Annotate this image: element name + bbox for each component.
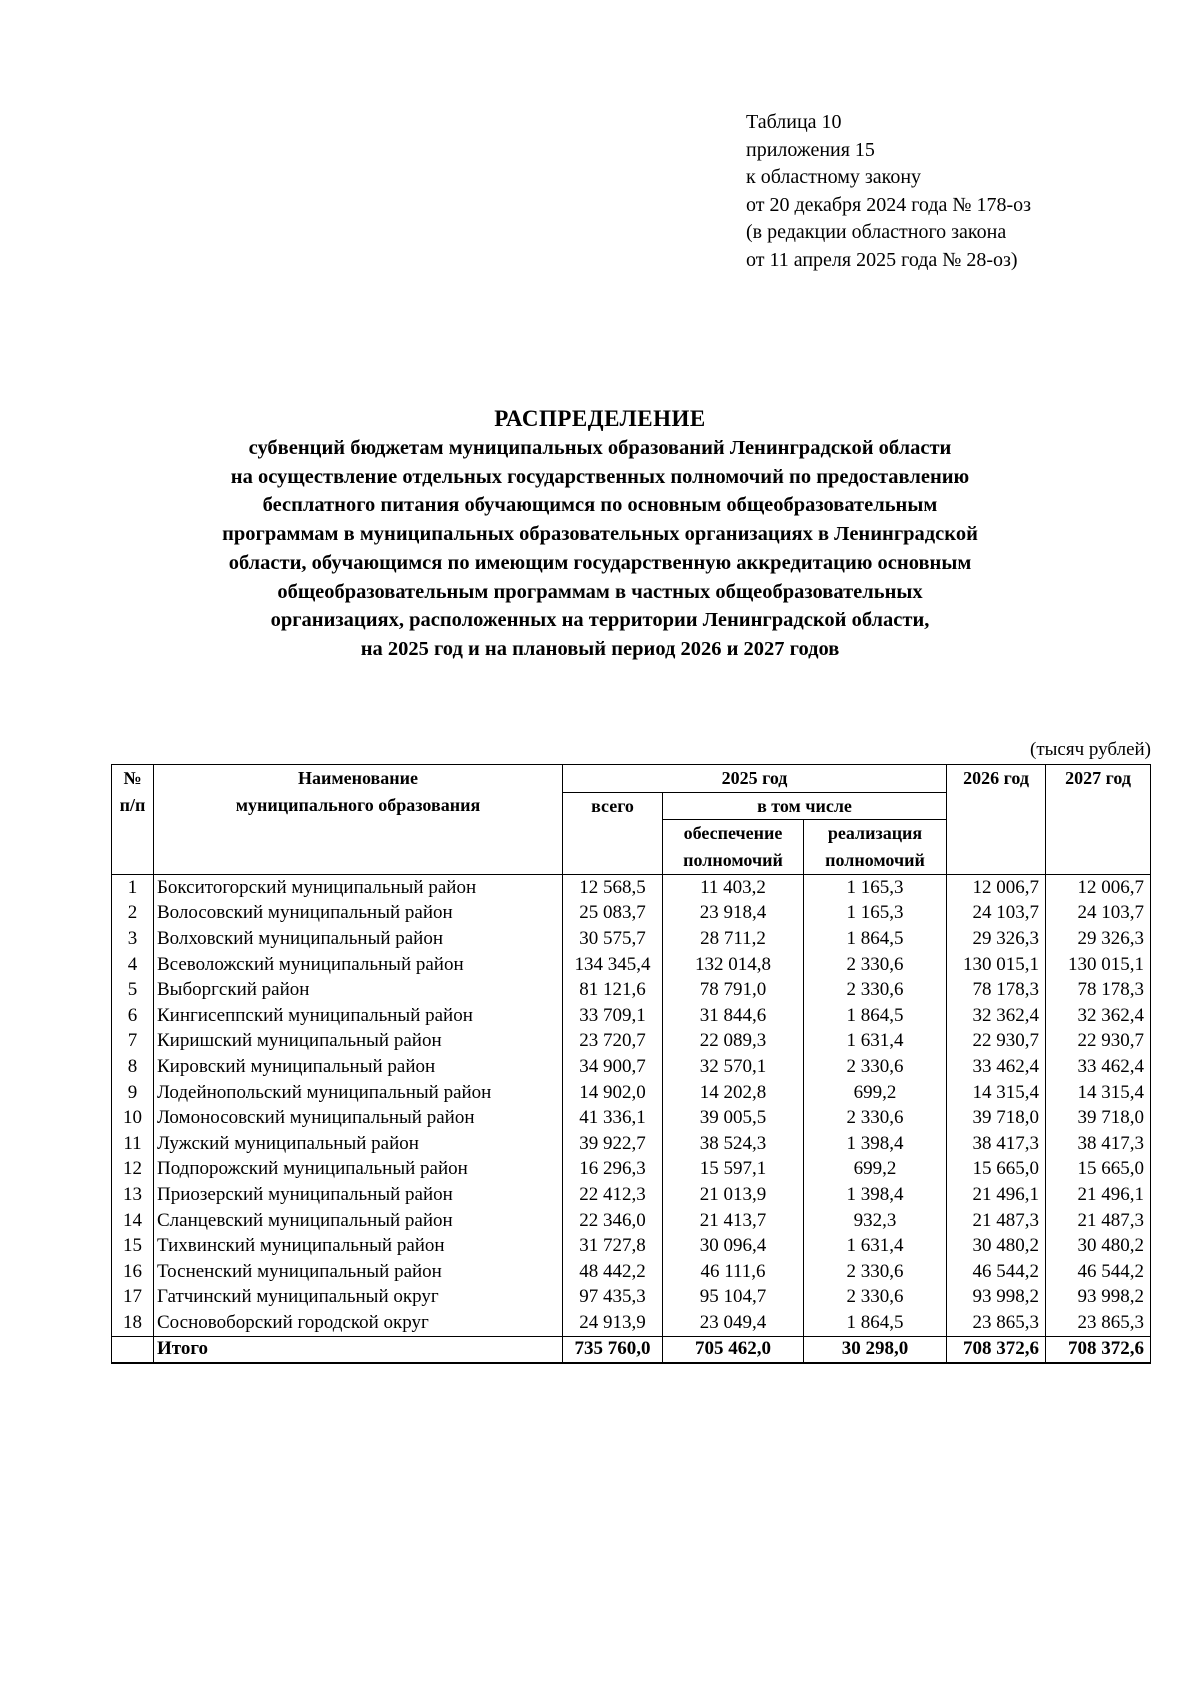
row-2027: 21 496,1 bbox=[1046, 1182, 1151, 1208]
header-implementation-line2: полномочий bbox=[825, 850, 925, 870]
title-line: программам в муниципальных образовательных организациях в Ленинградской bbox=[222, 523, 978, 546]
row-provision: 22 089,3 bbox=[663, 1029, 804, 1055]
row-implementation: 699,2 bbox=[804, 1080, 947, 1106]
total-row bbox=[112, 1336, 1151, 1363]
table-row bbox=[112, 875, 1151, 901]
annex-reference bbox=[746, 109, 1031, 274]
row-total: 14 902,0 bbox=[563, 1080, 663, 1106]
row-2027: 15 665,0 bbox=[1046, 1157, 1151, 1183]
row-implementation: 1 864,5 bbox=[804, 1310, 947, 1336]
header-num-line1: № bbox=[123, 768, 142, 788]
table-row bbox=[112, 1233, 1151, 1259]
row-total: 12 568,5 bbox=[563, 875, 663, 901]
row-2027: 39 718,0 bbox=[1046, 1105, 1151, 1131]
row-provision: 38 524,3 bbox=[663, 1131, 804, 1157]
row-name: Бокситогорский муниципальный район bbox=[154, 875, 563, 901]
row-2026: 23 865,3 bbox=[947, 1310, 1046, 1336]
row-implementation: 1 398,4 bbox=[804, 1182, 947, 1208]
row-number: 9 bbox=[112, 1080, 154, 1106]
row-name: Кировский муниципальный район bbox=[154, 1054, 563, 1080]
table-row bbox=[112, 1182, 1151, 1208]
table-row bbox=[112, 1080, 1151, 1106]
annex-line: (в редакции областного закона bbox=[746, 221, 1007, 243]
total-2027: 708 372,6 bbox=[1046, 1336, 1151, 1363]
row-2027: 14 315,4 bbox=[1046, 1080, 1151, 1106]
header-including: в том числе bbox=[663, 793, 947, 820]
row-total: 22 346,0 bbox=[563, 1208, 663, 1234]
row-2027: 130 015,1 bbox=[1046, 952, 1151, 978]
table-row bbox=[112, 1131, 1151, 1157]
row-2027: 22 930,7 bbox=[1046, 1029, 1151, 1055]
row-total: 22 412,3 bbox=[563, 1182, 663, 1208]
title-line: на 2025 год и на плановый период 2026 и 2027 годов bbox=[360, 637, 840, 660]
row-number: 7 bbox=[112, 1029, 154, 1055]
row-provision: 14 202,8 bbox=[663, 1080, 804, 1106]
row-total: 41 336,1 bbox=[563, 1105, 663, 1131]
row-2026: 29 326,3 bbox=[947, 926, 1046, 952]
row-implementation: 2 330,6 bbox=[804, 1285, 947, 1311]
row-name: Всеволожский муниципальный район bbox=[154, 952, 563, 978]
row-2026: 39 718,0 bbox=[947, 1105, 1046, 1131]
row-name: Подпорожский муниципальный район bbox=[154, 1157, 563, 1183]
table-row bbox=[112, 1029, 1151, 1055]
row-number: 2 bbox=[112, 901, 154, 927]
row-name: Ломоносовский муниципальный район bbox=[154, 1105, 563, 1131]
row-2027: 24 103,7 bbox=[1046, 901, 1151, 927]
row-2027: 32 362,4 bbox=[1046, 1003, 1151, 1029]
header-implementation bbox=[804, 820, 947, 875]
row-provision: 30 096,4 bbox=[663, 1233, 804, 1259]
row-total: 16 296,3 bbox=[563, 1157, 663, 1183]
row-2026: 21 487,3 bbox=[947, 1208, 1046, 1234]
row-name: Волосовский муниципальный район bbox=[154, 901, 563, 927]
table-row bbox=[112, 1285, 1151, 1311]
row-provision: 31 844,6 bbox=[663, 1003, 804, 1029]
row-implementation: 2 330,6 bbox=[804, 1054, 947, 1080]
row-total: 34 900,7 bbox=[563, 1054, 663, 1080]
row-number: 1 bbox=[112, 875, 154, 901]
table-row bbox=[112, 1259, 1151, 1285]
row-2027: 12 006,7 bbox=[1046, 875, 1151, 901]
row-name: Лодейнопольский муниципальный район bbox=[154, 1080, 563, 1106]
row-implementation: 1 864,5 bbox=[804, 1003, 947, 1029]
row-total: 81 121,6 bbox=[563, 977, 663, 1003]
row-provision: 32 570,1 bbox=[663, 1054, 804, 1080]
row-name: Выборгский район bbox=[154, 977, 563, 1003]
row-name: Кингисеппский муниципальный район bbox=[154, 1003, 563, 1029]
table-row bbox=[112, 952, 1151, 978]
row-name: Сосновоборский городской округ bbox=[154, 1310, 563, 1336]
row-number: 3 bbox=[112, 926, 154, 952]
row-2026: 38 417,3 bbox=[947, 1131, 1046, 1157]
row-provision: 46 111,6 bbox=[663, 1259, 804, 1285]
header-num bbox=[112, 765, 154, 875]
row-number: 17 bbox=[112, 1285, 154, 1311]
row-2026: 130 015,1 bbox=[947, 952, 1046, 978]
row-number: 12 bbox=[112, 1157, 154, 1183]
row-2026: 30 480,2 bbox=[947, 1233, 1046, 1259]
row-2027: 23 865,3 bbox=[1046, 1310, 1151, 1336]
annex-line: приложения 15 bbox=[746, 138, 875, 161]
row-name: Волховский муниципальный район bbox=[154, 926, 563, 952]
row-provision: 95 104,7 bbox=[663, 1285, 804, 1311]
row-implementation: 2 330,6 bbox=[804, 1105, 947, 1131]
row-provision: 132 014,8 bbox=[663, 952, 804, 978]
row-2026: 12 006,7 bbox=[947, 875, 1046, 901]
row-total: 23 720,7 bbox=[563, 1029, 663, 1055]
row-2026: 93 998,2 bbox=[947, 1285, 1046, 1311]
row-number: 4 bbox=[112, 952, 154, 978]
row-provision: 78 791,0 bbox=[663, 977, 804, 1003]
title-line: бесплатного питания обучающимся по основным общеобразовательным bbox=[262, 494, 938, 517]
row-name: Тосненский муниципальный район bbox=[154, 1259, 563, 1285]
table-row bbox=[112, 977, 1151, 1003]
row-name: Приозерский муниципальный район bbox=[154, 1182, 563, 1208]
subvention-table bbox=[111, 764, 1151, 1364]
row-number: 6 bbox=[112, 1003, 154, 1029]
header-implementation-line1: реализация bbox=[827, 823, 923, 843]
row-total: 39 922,7 bbox=[563, 1131, 663, 1157]
total-sum: 735 760,0 bbox=[563, 1336, 663, 1363]
row-provision: 23 918,4 bbox=[663, 901, 804, 927]
row-2026: 32 362,4 bbox=[947, 1003, 1046, 1029]
row-implementation: 1 165,3 bbox=[804, 875, 947, 901]
row-implementation: 1 631,4 bbox=[804, 1233, 947, 1259]
header-provision bbox=[663, 820, 804, 875]
title-main: РАСПРЕДЕЛЕНИЕ bbox=[494, 406, 706, 431]
total-number-cell bbox=[112, 1336, 154, 1363]
row-number: 5 bbox=[112, 977, 154, 1003]
row-implementation: 932,3 bbox=[804, 1208, 947, 1234]
header-2026: 2026 год bbox=[947, 765, 1046, 875]
row-number: 13 bbox=[112, 1182, 154, 1208]
row-provision: 39 005,5 bbox=[663, 1105, 804, 1131]
row-name: Гатчинский муниципальный округ bbox=[154, 1285, 563, 1311]
row-number: 16 bbox=[112, 1259, 154, 1285]
annex-line: к областному закону bbox=[746, 166, 922, 188]
table-row bbox=[112, 1310, 1151, 1336]
title-line: общеобразовательным программам в частных общеобразовательных bbox=[277, 580, 923, 603]
row-provision: 15 597,1 bbox=[663, 1157, 804, 1183]
row-2027: 33 462,4 bbox=[1046, 1054, 1151, 1080]
row-name: Лужский муниципальный район bbox=[154, 1131, 563, 1157]
row-2027: 78 178,3 bbox=[1046, 977, 1151, 1003]
title-line: на осуществление отдельных государственных полномочий по предоставлению bbox=[230, 465, 970, 488]
row-2026: 24 103,7 bbox=[947, 901, 1046, 927]
row-2026: 14 315,4 bbox=[947, 1080, 1046, 1106]
row-2026: 46 544,2 bbox=[947, 1259, 1046, 1285]
row-total: 24 913,9 bbox=[563, 1310, 663, 1336]
total-2026: 708 372,6 bbox=[947, 1336, 1046, 1363]
row-number: 11 bbox=[112, 1131, 154, 1157]
table-row bbox=[112, 1208, 1151, 1234]
title-line: субвенций бюджетам муниципальных образований Ленинградской области bbox=[248, 437, 952, 459]
row-implementation: 1 165,3 bbox=[804, 901, 947, 927]
row-total: 31 727,8 bbox=[563, 1233, 663, 1259]
row-2027: 30 480,2 bbox=[1046, 1233, 1151, 1259]
row-number: 8 bbox=[112, 1054, 154, 1080]
header-2025: 2025 год bbox=[563, 765, 947, 793]
row-total: 48 442,2 bbox=[563, 1259, 663, 1285]
row-total: 25 083,7 bbox=[563, 901, 663, 927]
annex-line: Таблица 10 bbox=[746, 111, 842, 133]
row-provision: 21 413,7 bbox=[663, 1208, 804, 1234]
row-number: 14 bbox=[112, 1208, 154, 1234]
row-name: Сланцевский муниципальный район bbox=[154, 1208, 563, 1234]
annex-line: от 20 декабря 2024 года № 178-оз bbox=[746, 193, 1032, 216]
header-num-line2: п/п bbox=[119, 795, 146, 815]
row-implementation: 1 631,4 bbox=[804, 1029, 947, 1055]
table-row bbox=[112, 1105, 1151, 1131]
row-2027: 46 544,2 bbox=[1046, 1259, 1151, 1285]
header-name-line2: муниципального образования bbox=[235, 795, 481, 815]
row-number: 15 bbox=[112, 1233, 154, 1259]
header-name-line1: Наименование bbox=[298, 768, 418, 788]
row-2027: 29 326,3 bbox=[1046, 926, 1151, 952]
row-implementation: 2 330,6 bbox=[804, 952, 947, 978]
row-implementation: 2 330,6 bbox=[804, 977, 947, 1003]
row-implementation: 1 864,5 bbox=[804, 926, 947, 952]
row-implementation: 2 330,6 bbox=[804, 1259, 947, 1285]
units-label: (тысяч рублей) bbox=[1030, 739, 1151, 760]
header-provision-line1: обеспечение bbox=[683, 823, 783, 843]
row-provision: 23 049,4 bbox=[663, 1310, 804, 1336]
row-name: Киришский муниципальный район bbox=[154, 1029, 563, 1055]
row-provision: 21 013,9 bbox=[663, 1182, 804, 1208]
row-2026: 78 178,3 bbox=[947, 977, 1046, 1003]
row-2027: 21 487,3 bbox=[1046, 1208, 1151, 1234]
table-row bbox=[112, 901, 1151, 927]
table-row bbox=[112, 1157, 1151, 1183]
row-total: 134 345,4 bbox=[563, 952, 663, 978]
row-name: Тихвинский муниципальный район bbox=[154, 1233, 563, 1259]
header-provision-line2: полномочий bbox=[683, 850, 783, 870]
row-provision: 28 711,2 bbox=[663, 926, 804, 952]
row-2026: 22 930,7 bbox=[947, 1029, 1046, 1055]
total-label: Итого bbox=[154, 1336, 563, 1363]
title-line: области, обучающимся по имеющим государственную аккредитацию основным bbox=[228, 551, 972, 574]
table-row bbox=[112, 926, 1151, 952]
row-number: 10 bbox=[112, 1105, 154, 1131]
total-implementation: 30 298,0 bbox=[804, 1336, 947, 1363]
row-implementation: 699,2 bbox=[804, 1157, 947, 1183]
document-title bbox=[90, 404, 1110, 664]
header-name bbox=[154, 765, 563, 875]
row-total: 97 435,3 bbox=[563, 1285, 663, 1311]
row-provision: 11 403,2 bbox=[663, 875, 804, 901]
total-provision: 705 462,0 bbox=[663, 1336, 804, 1363]
title-line: организациях, расположенных на территории Ленинградской области, bbox=[270, 609, 930, 632]
row-2027: 38 417,3 bbox=[1046, 1131, 1151, 1157]
row-2027: 93 998,2 bbox=[1046, 1285, 1151, 1311]
table-row bbox=[112, 1054, 1151, 1080]
header-total: всего bbox=[563, 793, 663, 875]
row-2026: 21 496,1 bbox=[947, 1182, 1046, 1208]
annex-line: от 11 апреля 2025 года № 28-оз) bbox=[746, 248, 1018, 271]
row-total: 30 575,7 bbox=[563, 926, 663, 952]
row-number: 18 bbox=[112, 1310, 154, 1336]
header-2027: 2027 год bbox=[1046, 765, 1151, 875]
row-2026: 15 665,0 bbox=[947, 1157, 1046, 1183]
row-2026: 33 462,4 bbox=[947, 1054, 1046, 1080]
table-row bbox=[112, 1003, 1151, 1029]
row-total: 33 709,1 bbox=[563, 1003, 663, 1029]
row-implementation: 1 398,4 bbox=[804, 1131, 947, 1157]
